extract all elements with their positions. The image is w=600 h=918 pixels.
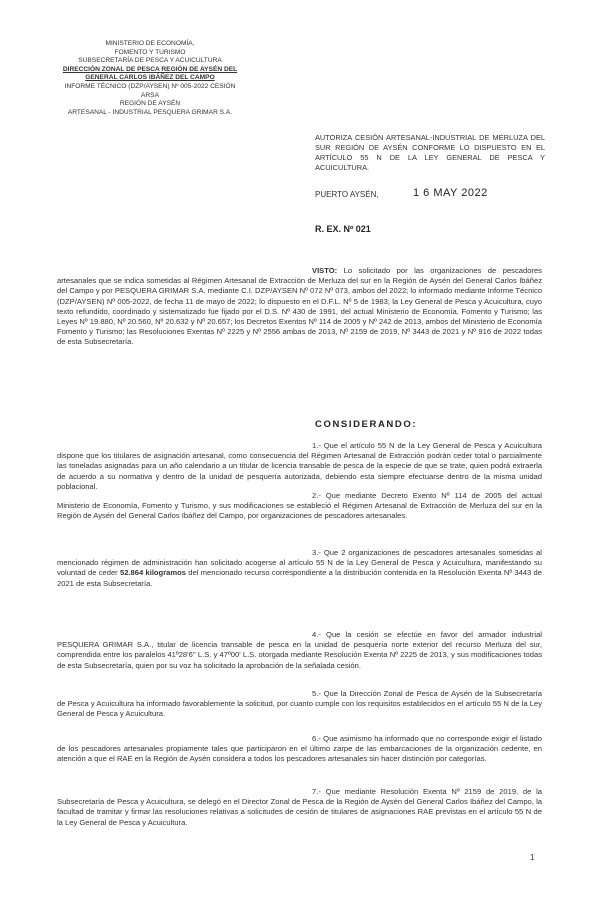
paragraph-first-line: 6.- Que asimismo ha informado que no corresponde bbox=[312, 734, 490, 743]
place: PUERTO AYSÉN, bbox=[315, 190, 379, 199]
issuer-header bbox=[60, 40, 240, 117]
considerando-paragraph bbox=[57, 441, 542, 492]
resolution-number: R. EX. Nº 021 bbox=[315, 224, 371, 234]
date-stamp: 1 6 MAY 2022 bbox=[413, 187, 488, 199]
paragraph-text: del mencionado recurso correspondiente a la distribución contenida en la Resolución Exenta Nº 3443 de 2021 de esta Subsecretaría. bbox=[57, 568, 542, 588]
header-line: GENERAL CARLOS IBÁÑEZ DEL CAMPO bbox=[85, 74, 215, 82]
visto-first-line: Lo solicitado por las organizaciones de bbox=[343, 266, 497, 275]
paragraph-text: Acuicultura dispone que los titulares de asignación artesanal, como consecuencia del Régimen Artesanal de Extracción podrán ceder total o parcialmente las toneladas asignadas para un año calendario a un titular de licencia transable de pesca de la especie de que se trate, quien podrá extraerla de acuerdo a su normativa y dentro de la unidad de pesquería autorizada, debiendo esta siempre efectuarse dentro de la misma unidad poblacional. bbox=[57, 441, 542, 491]
paragraph-first-line: 3.- Que 2 organizaciones de pescadores artesanales bbox=[312, 548, 496, 557]
paragraph-text: del actual Ministerio de Economía, Fomento y Turismo, y sus modificaciones se estableció el Régimen Artesanal de Extracción de Merluza del sur en la Región de Aysén del General Carlos Ibáñez del Campo, por organizaciones de pescadores artesanales. bbox=[57, 491, 542, 521]
page-number: 1 bbox=[530, 853, 535, 862]
paragraph-text: exigir el listado de los pescadores artesanales propiamente tales que participaron en el último zarpe de las embarcaciones de la organización cedente, en atención a que el RAE en la Región de Aysén considera a todos los pescadores artesanales sin hacer distinción por categorías. bbox=[57, 734, 542, 764]
paragraph-first-line: 2.- Que mediante Decreto Exento Nº 114 de 2005 bbox=[312, 491, 502, 500]
considerando-paragraph bbox=[57, 787, 542, 828]
paragraph-text: Subsecretaría de Pesca y Acuicultura ha informado favorablemente la solicitud, por cuanto cumple con los requisitos establecidos en el artículo 55 N de la Ley General de Pesca y Acuicultura. bbox=[57, 689, 542, 719]
header-line: INFORME TÉCNICO (DZP/AYSEN) Nº 005-2022 CESIÓN ARSA bbox=[64, 82, 236, 99]
paragraph-first-line: 4.- Que la cesión se efectúe en favor del armador bbox=[312, 630, 507, 639]
paragraph-text: sometidas al mencionado régimen de administración han solicitado acogerse al artículo 55 N de la Ley General de Pesca y Acuicultura, manifestando su voluntad de ceder bbox=[57, 548, 542, 578]
header-line: DIRECCIÓN ZONAL DE PESCA REGIÓN DE AYSÉN DEL bbox=[62, 65, 238, 73]
visto-label: VISTO: bbox=[312, 266, 338, 275]
considerando-paragraph bbox=[57, 734, 542, 765]
header-line: FOMENTO Y TURISMO bbox=[114, 48, 186, 56]
considerando-paragraph bbox=[57, 548, 542, 589]
ceded-quantity: 52.864 kilogramos bbox=[119, 568, 186, 578]
paragraph-first-line: 1.- Que el artículo 55 N de la Ley General de Pesca y bbox=[312, 441, 502, 450]
paragraph-first-line: 5.- Que la Dirección Zonal de Pesca de Aysén de la bbox=[312, 689, 492, 698]
considerando-title: CONSIDERANDO: bbox=[315, 419, 418, 430]
paragraph-first-line: 7.- Que mediante Resolución Exenta Nº 2159 de bbox=[312, 787, 495, 796]
considerando-paragraph bbox=[57, 630, 542, 671]
paragraph-text: industrial PESQUERA GRIMAR S.A., titular de licencia transable de pesca en la unidad de pesquería norte exterior del recurso Merluza del sur, comprendida entre los paralelos 41º28'6'' L.S. y 47º00' L.S. otorgada mediante Resolución Exenta Nº 2225 de 2013, y sus modificaciones todas de esta Subsecretaría, quien por su voz ha solicitado la aprobación de la señalada cesión. bbox=[57, 630, 542, 670]
paragraph-text: 2019, de la Subsecretaría de Pesca y Acuicultura, se delegó en el Director Zonal de Pesca de la Región de Aysén del General Carlos Ibáñez del Campo, la facultad de tramitar y firmar las resoluciones relativas a solicitudes de cesión de titulares de asignaciones RAE previstas en el artículo 55 N de la Ley General de Pesca y Acuicultura. bbox=[57, 787, 542, 827]
header-line: REGIÓN DE AYSÉN bbox=[119, 100, 181, 108]
visto-paragraph bbox=[57, 266, 542, 348]
considerando-paragraph bbox=[57, 689, 542, 720]
resolution-subject: AUTORIZA CESIÓN ARTESANAL-INDUSTRIAL DE MERLUZA DEL SUR REGIÓN DE AYSÉN CONFORME LO DISPUESTO EN EL ARTÍCULO 55 N DE LA LEY GENERAL DE PESCA Y ACUICULTURA. bbox=[315, 133, 545, 172]
considerando-paragraph bbox=[57, 491, 542, 522]
visto-text: pescadores artesanales que se indica sometidas al Régimen Artesanal de Extracción de Merluza del sur en la Región de Aysén del General Carlos Ibáñez del Campo y por PESQUERA GRIMAR S.A. mediante C.I. DZP/AYSEN Nº 072 Nº 073, ambos del 2022; lo informado mediante Informe Técnico (DZP/AYSEN) Nº 005-2022, de fecha 11 de mayo de 2022; lo dispuesto en el D.F.L. Nº 5 de 1983; la Ley General de Pesca y Acuicultura, cuyo texto refundido, coordinado y sistematizado fue fijado por el D.S. Nº 430 de 1991, del actual Ministerio de Economía, Fomento y Turismo; las Leyes Nº 19.880, Nº 20.560, Nº 20.632 y Nº 20.657; los Decretos Exentos Nº 114 de 2005 y Nº 242 de 2013, ambos del Ministerio de Economía Fomento y Turismo; las Resoluciones Exentas Nº 2225 y Nº 2556 ambas de 2013, Nº 2159 de 2019, Nº 3443 de 2021 y Nº 916 de 2022 todas de esta Subsecretaría. bbox=[57, 266, 542, 347]
header-line: SUBSECRETARÍA DE PESCA Y ACUICULTURA bbox=[78, 57, 222, 65]
header-line: ARTESANAL - INDUSTRIAL PESQUERA GRIMAR S.A. bbox=[67, 108, 233, 116]
header-line: MINISTERIO DE ECONOMÍA, bbox=[105, 40, 195, 47]
place-date bbox=[315, 187, 545, 199]
